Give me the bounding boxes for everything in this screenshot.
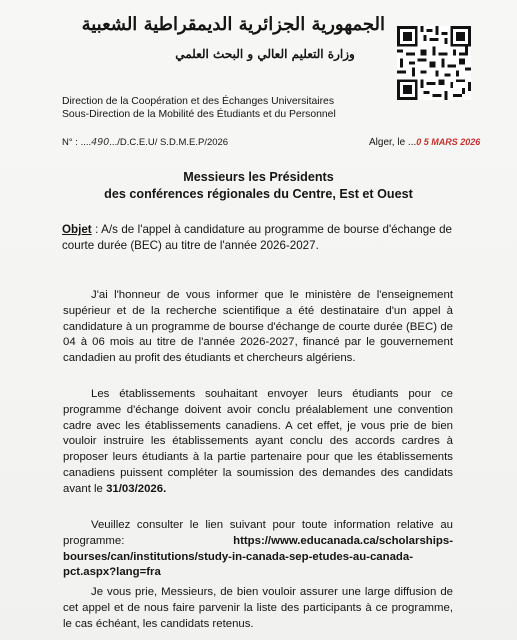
body-paragraph-3 <box>63 518 453 581</box>
objet-label: Objet <box>62 223 92 236</box>
objet-paragraph <box>62 222 452 254</box>
arabic-republic-heading: الجمهورية الجزائرية الديمقراطية الشعبية <box>81 14 385 35</box>
place-label: Alger, le <box>369 137 406 148</box>
body-paragraph-2-text: Les établissements souhaitant envoyer leurs étudiants pour ce programme d'échange doivent avoir conclu préalablement une convention cadre avec les établissements canadiens. A cet effet, je vous prie de bien vouloir instruire les établissements ayant conclu des accords cardres à proposer leurs étudiants à la partie partenaire pour que les établissements canadiens puissent compléter la soumission des demandes des candidats avant le <box>63 388 453 495</box>
place-and-date: Alger, le ...0 5 MARS 2026 <box>369 137 481 148</box>
direction-line-2: Sous-Direction de la Mobilité des Étudiants et du Personnel <box>62 109 336 120</box>
reference-prefix: N° : <box>62 137 78 148</box>
reference-code: /D.C.E.U/ S.D.M.E.P/2026 <box>117 137 229 148</box>
body-paragraph-4 <box>63 585 453 632</box>
objet-text: : A/s de l'appel à candidature au programme de bourse d'échange de courte durée (BEC) au titre de l'année 2026-2027. <box>62 223 452 252</box>
reference-number: N° : ....490.../D.C.E.U/ S.D.M.E.P/2026 <box>62 137 229 148</box>
body-paragraph-1 <box>63 288 453 367</box>
recipient-line-1: Messieurs les Présidents <box>183 170 334 184</box>
arabic-ministry-heading: وزارة التعليم العالي و البحث العلمي <box>175 47 355 61</box>
recipient-line-2: des conférences régionales du Centre, Est et Ouest <box>104 187 413 201</box>
program-link[interactable]: https://www.educanada.ca/scholarships-bourses/can/institutions/study-in-canada-sep-etudes-au-canada-pct.aspx?lang=fra <box>63 534 453 579</box>
direction-line-1: Direction de la Coopération et des Échanges Universitaires <box>62 96 335 107</box>
body-paragraph-4-text: Je vous prie, Messieurs, de bien vouloir assurer une large diffusion de cet appel et de nous faire parvenir la liste des participants à ce programme, le cas échéant, les candidats retenus. <box>63 586 453 630</box>
date-stamp: 0 5 MARS 2026 <box>416 137 481 147</box>
body-paragraph-2 <box>63 387 453 498</box>
body-paragraph-1-text: J'ai l'honneur de vous informer que le ministère de l'enseignement supérieur et de la recherche scientifique a été destinataire d'un appel à candidature à un programme de bourse d'échange de courte durée (BEC) de 04 à 06 mois au titre de l'année 2026-2027, financé par le gouvernement candadien au profit des étudiants et chercheurs algériens. <box>63 289 453 365</box>
qr-code-icon <box>394 26 474 100</box>
body-paragraph-3-text: Veuillez consulter le lien suivant pour toute information relative au programme: <box>63 519 453 547</box>
reference-handwritten-number: 490 <box>91 137 110 148</box>
deadline-date: 31/03/2026. <box>106 482 167 495</box>
